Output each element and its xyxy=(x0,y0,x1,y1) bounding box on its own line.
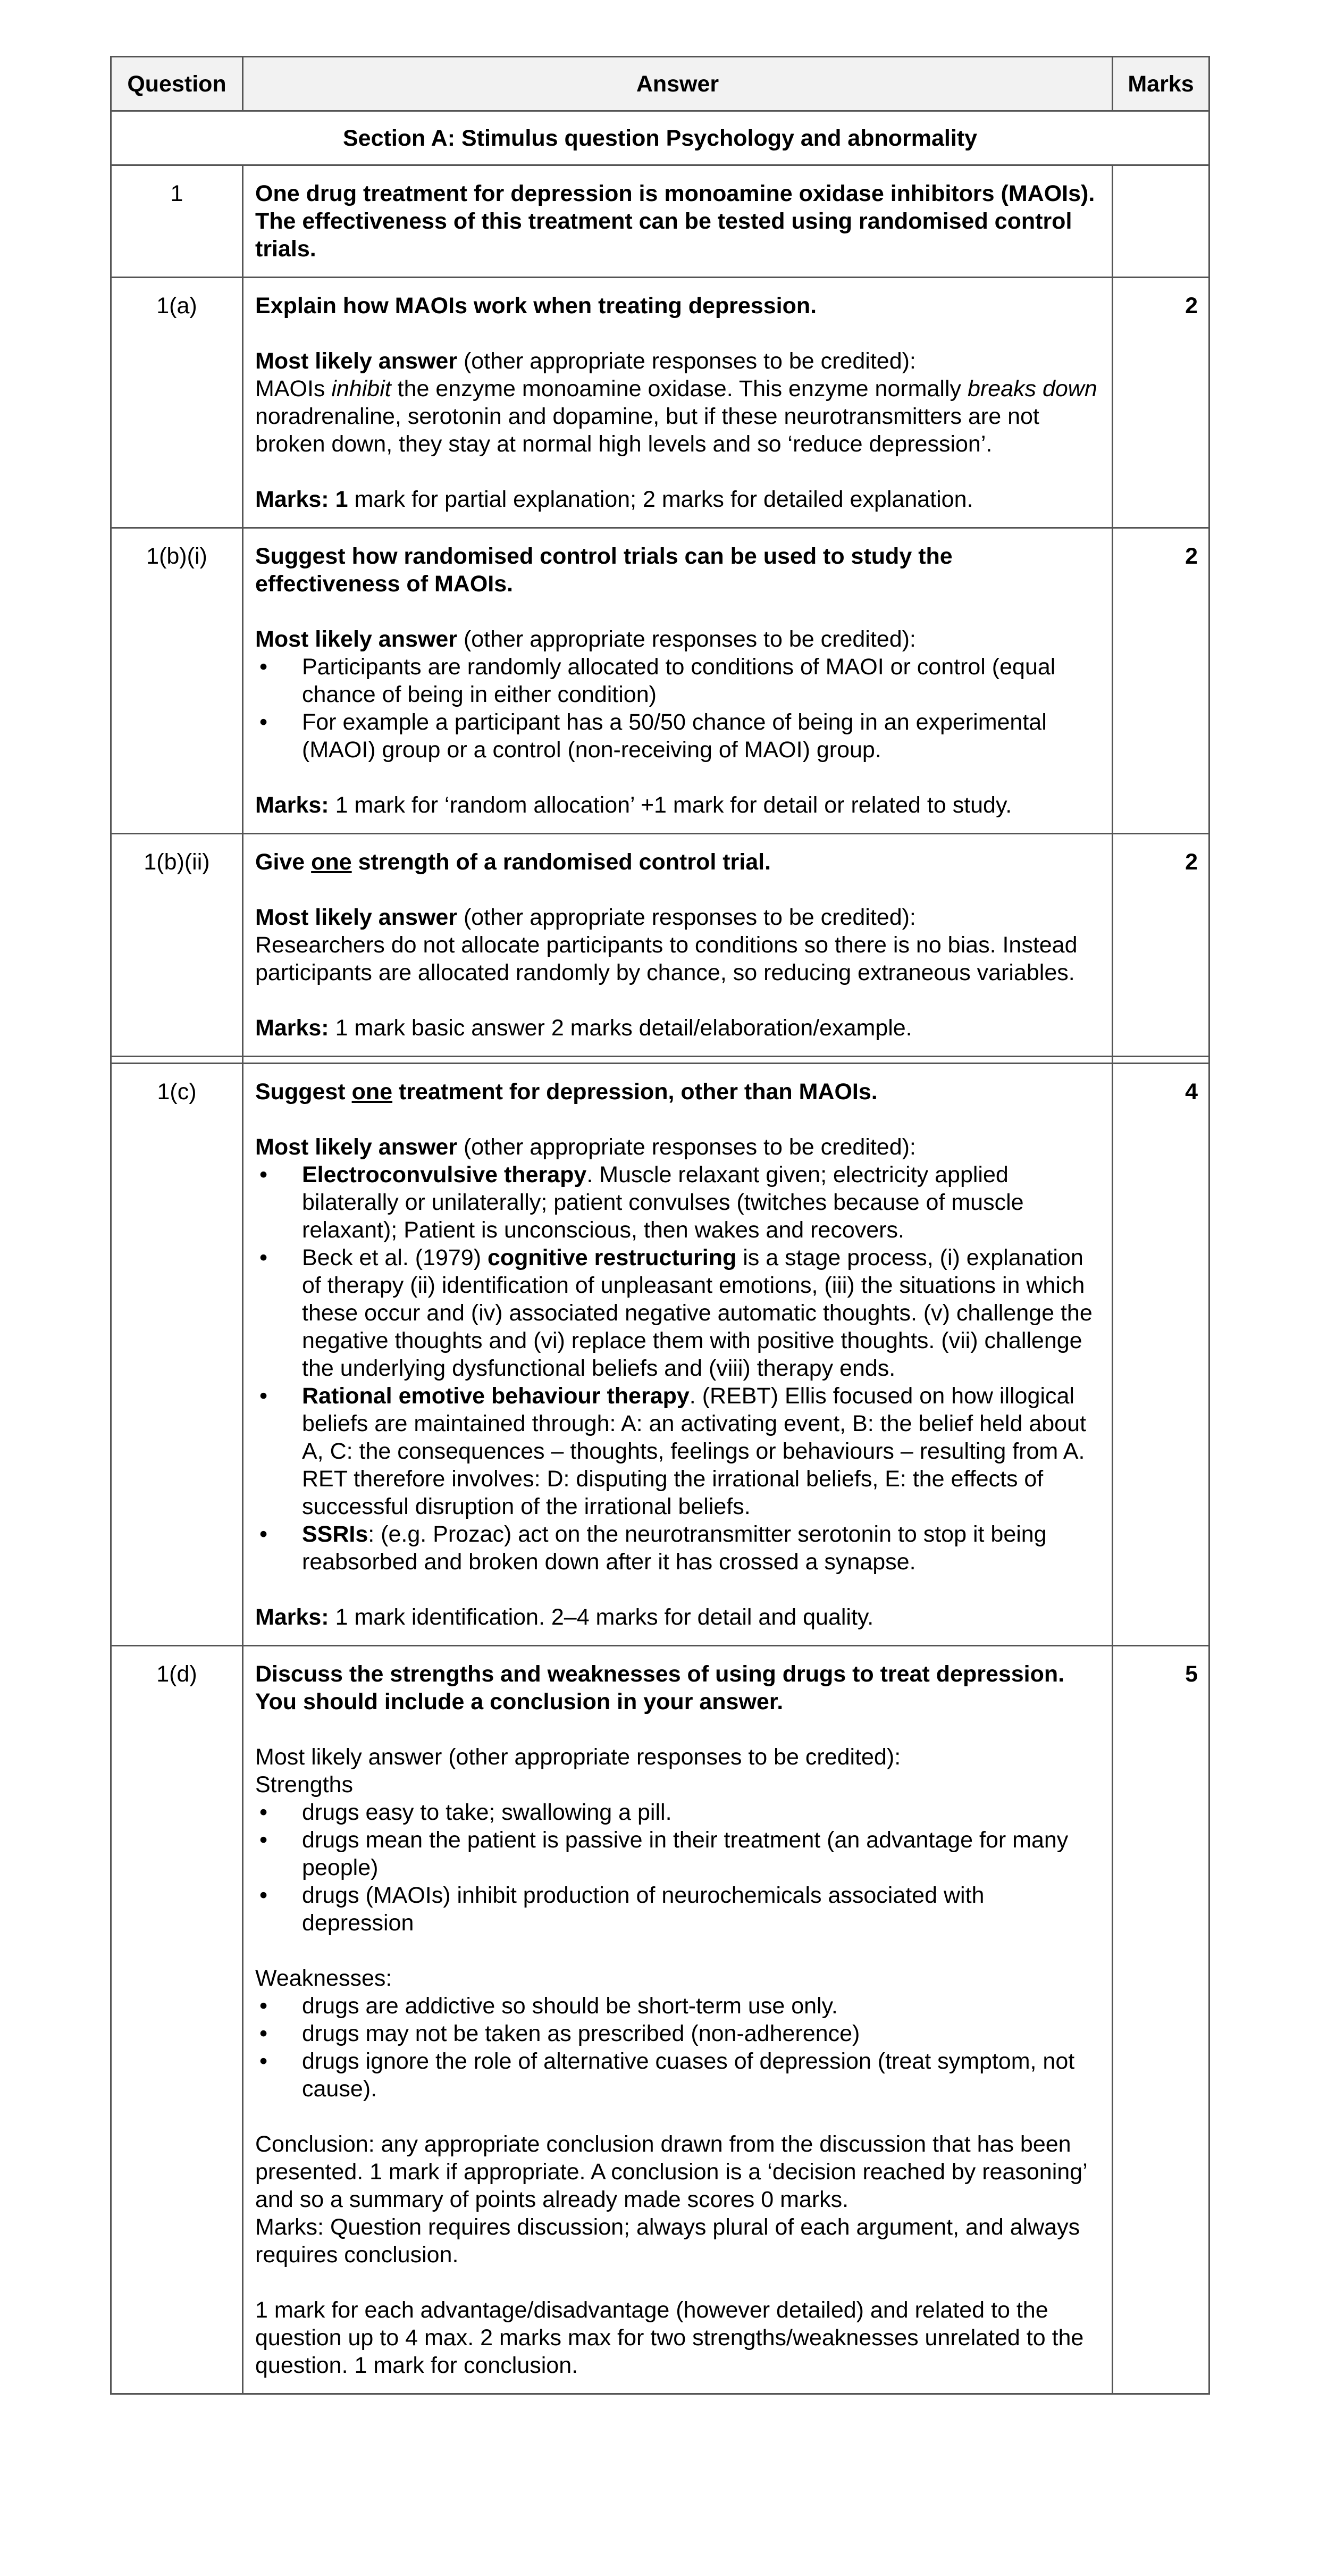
question-stem: Discuss the strengths and weaknesses of using drugs to treat depression. You should include a conclusion in your answer. xyxy=(255,1661,1065,1714)
header-row xyxy=(111,57,1209,111)
question-stem: Give one strength of a randomised control trial. xyxy=(255,849,771,875)
question-number: 1(b)(ii) xyxy=(111,834,243,1057)
question-stem: Suggest how randomised control trials can be used to study the effectiveness of MAOIs. xyxy=(255,543,953,597)
list-item: • drugs ignore the role of alternative cuases of depression (treat symptom, not cause). xyxy=(255,2047,1101,2103)
list-item: • drugs mean the patient is passive in their treatment (an advantage for many people) xyxy=(255,1826,1101,1881)
list-item: • Beck et al. (1979) cognitive restructuring is a stage process, (i) explanation of therapy (ii) identification of unpleasant emotions, (iii) the situations in which these occur and (iv) associated negative automatic thoughts. (v) challenge the negative thoughts and (vi) replace them with positive thoughts. (vii) challenge the underlying dysfunctional beliefs and (viii) therapy ends. xyxy=(255,1244,1101,1382)
marks-guidance: Marks: 1 mark identification. 2–4 marks for detail and quality. xyxy=(255,1604,874,1630)
marks-value: 2 xyxy=(1113,278,1209,528)
question-stem: Suggest one treatment for depression, other than MAOIs. xyxy=(255,1079,878,1105)
marks-guidance: Marks: 1 mark basic answer 2 marks detail/elaboration/example. xyxy=(255,1015,912,1041)
marks-value: 5 xyxy=(1113,1646,1209,2394)
marks-note: Marks: Question requires discussion; always plural of each argument, and always requires conclusion. xyxy=(255,2214,1080,2268)
most-likely-line: Most likely answer (other appropriate responses to be credited): xyxy=(255,1744,901,1770)
table-row xyxy=(111,528,1209,834)
marks-value: 2 xyxy=(1113,528,1209,834)
list-item: • Electroconvulsive therapy. Muscle relaxant given; electricity applied bilaterally or unilaterally; patient convulses (twitches because of muscle relaxant); Patient is unconscious, then wakes and recovers. xyxy=(255,1161,1101,1244)
list-item: • drugs may not be taken as prescribed (non-adherence) xyxy=(255,2020,1101,2047)
section-row xyxy=(111,111,1209,165)
row-separator xyxy=(111,1057,1209,1064)
answer-text: MAOIs inhibit the enzyme monoamine oxidase. This enzyme normally breaks down noradrenaline, serotonin and dopamine, but if these neurotransmitters are not broken down, they stay at normal high levels and so ‘reduce depression’. xyxy=(255,376,1097,457)
weaknesses-label: Weaknesses: xyxy=(255,1966,392,1991)
list-item: • drugs are addictive so should be short-term use only. xyxy=(255,1992,1101,2020)
list-item: • For example a participant has a 50/50 chance of being in an experimental (MAOI) group or a control (non-receiving of MAOI) group. xyxy=(255,708,1101,764)
question-number: 1(d) xyxy=(111,1646,243,2394)
most-likely-line: Most likely answer (other appropriate responses to be credited): xyxy=(255,626,916,652)
marks-cell xyxy=(1113,165,1209,278)
header-question: Question xyxy=(111,57,243,111)
answer-bullets xyxy=(255,1161,1101,1576)
most-likely-line: Most likely answer (other appropriate responses to be credited): xyxy=(255,905,916,930)
question-number: 1(b)(i) xyxy=(111,528,243,834)
question-stem: Explain how MAOIs work when treating depression. xyxy=(255,293,817,319)
strengths-list xyxy=(255,1799,1101,1937)
header-answer: Answer xyxy=(243,57,1113,111)
conclusion-text: Conclusion: any appropriate conclusion drawn from the discussion that has been presented. 1 mark if appropriate. A conclusion is a ‘decision reached by reasoning’ and so a summary of points already made scores 0 marks. xyxy=(255,2131,1087,2212)
most-likely-line: Most likely answer (other appropriate responses to be credited): xyxy=(255,348,916,374)
answer-text: Researchers do not allocate participants to conditions so there is no bias. Instead participants are allocated randomly by chance, so reducing extraneous variables. xyxy=(255,932,1078,985)
section-title: Section A: Stimulus question Psychology and abnormality xyxy=(111,111,1209,165)
marks-guidance: 1 mark for each advantage/disadvantage (however detailed) and related to the question up to 4 max. 2 marks max for two strengths/weaknesses unrelated to the question. 1 mark for conclusion. xyxy=(255,2297,1084,2378)
strengths-label: Strengths xyxy=(255,1772,354,1797)
answer-cell xyxy=(243,278,1113,528)
answer-cell xyxy=(243,165,1113,278)
list-item: • Participants are randomly allocated to conditions of MAOI or control (equal chance of being in either condition) xyxy=(255,653,1101,708)
answer-cell xyxy=(243,1064,1113,1646)
weaknesses-list xyxy=(255,1992,1101,2103)
marks-guidance: Marks: 1 mark for partial explanation; 2 marks for detailed explanation. xyxy=(255,487,973,512)
mark-scheme-table xyxy=(110,56,1210,2395)
question-number: 1 xyxy=(111,165,243,278)
marks-value: 4 xyxy=(1113,1064,1209,1646)
most-likely-line: Most likely answer (other appropriate responses to be credited): xyxy=(255,1134,916,1160)
header-marks: Marks xyxy=(1113,57,1209,111)
marks-value: 2 xyxy=(1113,834,1209,1057)
table-row xyxy=(111,1064,1209,1646)
list-item: • drugs easy to take; swallowing a pill. xyxy=(255,1799,1101,1826)
marks-guidance: Marks: 1 mark for ‘random allocation’ +1 mark for detail or related to study. xyxy=(255,792,1012,818)
question-stem: One drug treatment for depression is monoamine oxidase inhibitors (MAOIs). The effectiveness of this treatment can be tested using randomised control trials. xyxy=(255,181,1095,262)
question-number: 1(c) xyxy=(111,1064,243,1646)
table-row xyxy=(111,278,1209,528)
question-number: 1(a) xyxy=(111,278,243,528)
list-item: • SSRIs: (e.g. Prozac) act on the neurotransmitter serotonin to stop it being reabsorbed and broken down after it has crossed a synapse. xyxy=(255,1520,1101,1576)
table-row xyxy=(111,834,1209,1057)
table-row xyxy=(111,165,1209,278)
answer-cell xyxy=(243,834,1113,1057)
answer-bullets xyxy=(255,653,1101,764)
answer-cell xyxy=(243,528,1113,834)
table-row xyxy=(111,1646,1209,2394)
list-item: • Rational emotive behaviour therapy. (REBT) Ellis focused on how illogical beliefs are maintained through: A: an activating event, B: the belief held about A, C: the consequences – thoughts, feelings or behaviours – resulting from A. RET therefore involves: D: disputing the irrational beliefs, E: the effects of successful disruption of the irrational beliefs. xyxy=(255,1382,1101,1520)
list-item: • drugs (MAOIs) inhibit production of neurochemicals associated with depression xyxy=(255,1881,1101,1937)
answer-cell xyxy=(243,1646,1113,2394)
